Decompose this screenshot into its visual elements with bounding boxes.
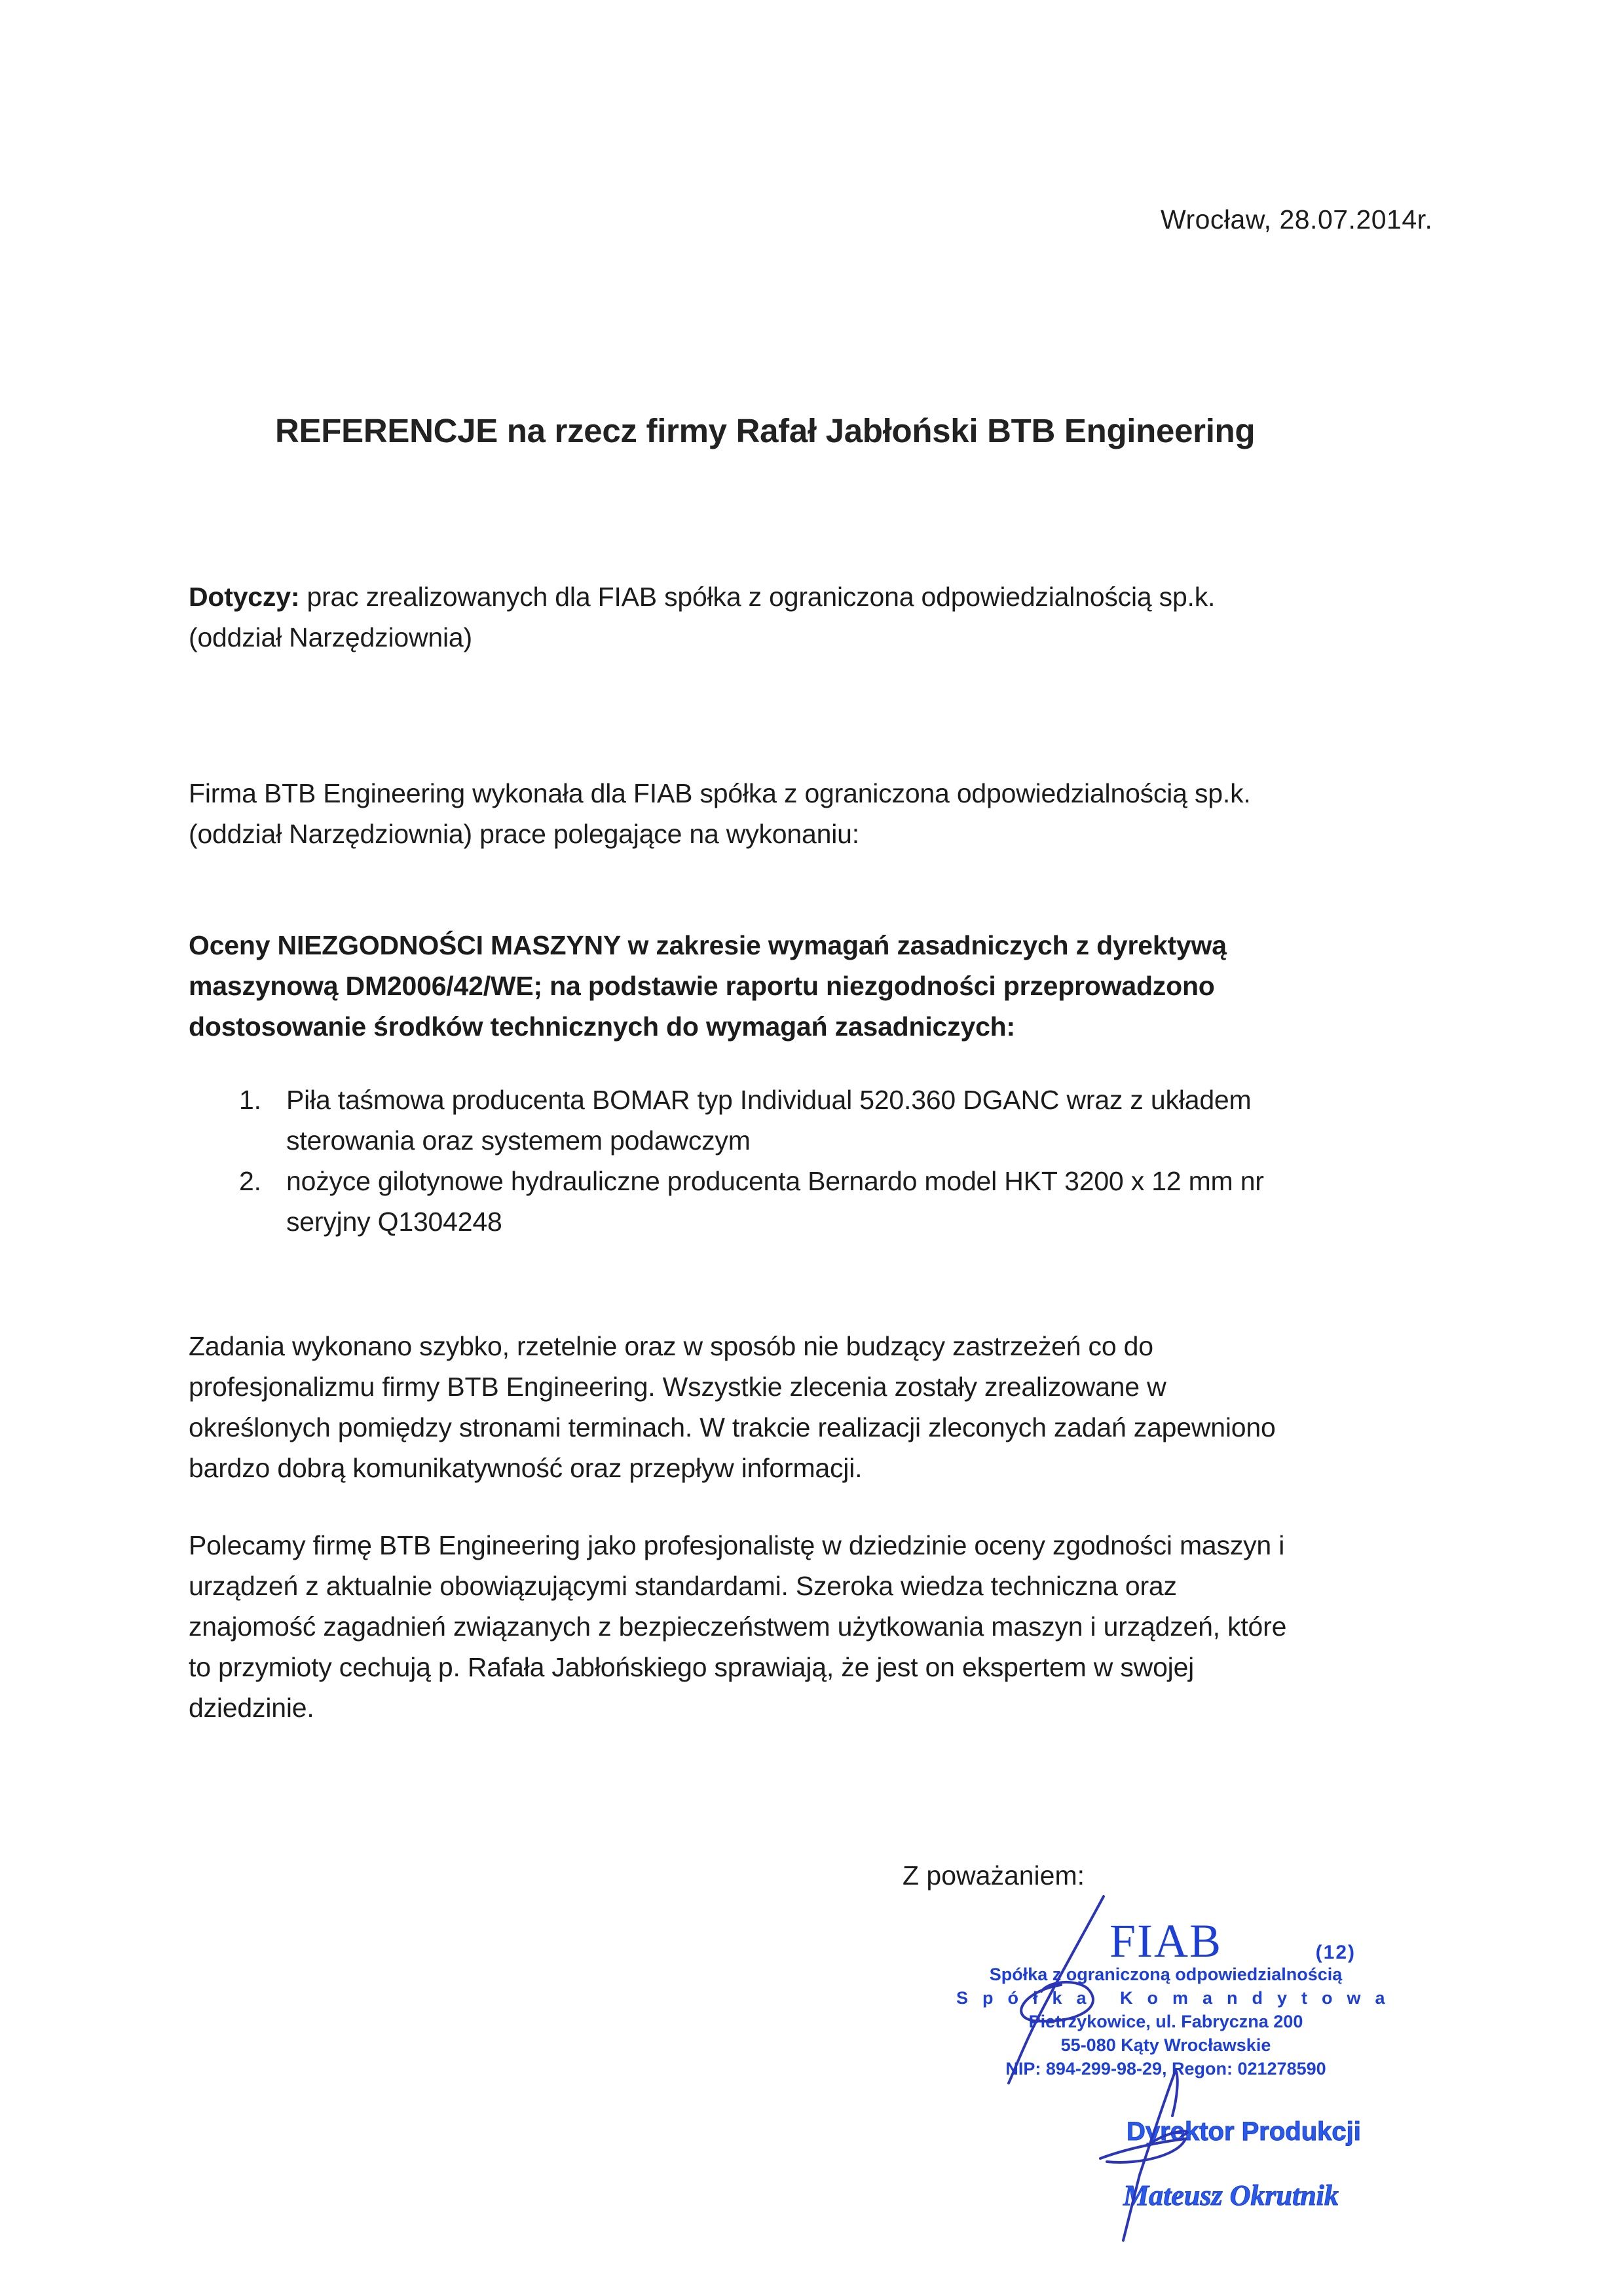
date-line: Wrocław, 28.07.2014r. bbox=[1161, 204, 1433, 235]
signer-name-stamp: Mateusz Okrutnik bbox=[1123, 2179, 1339, 2211]
signer-position-stamp: Dyrektor Produkcji bbox=[1127, 2117, 1361, 2146]
paragraph-line: Zadania wykonano szybko, rzetelnie oraz w sposób nie budzący zastrzeżeń co do bbox=[189, 1331, 1153, 1361]
scope-line-3: dostosowanie środków technicznych do wymagań zasadniczych: bbox=[189, 1011, 1015, 1042]
list-number: 2. bbox=[239, 1166, 261, 1196]
list-item-text-cont: seryjny Q1304248 bbox=[286, 1207, 502, 1237]
document-title: REFERENCJE na rzecz firmy Rafał Jabłoński BTB Engineering bbox=[275, 412, 1256, 449]
paragraph-line: urządzeń z aktualnie obowiązującymi standardami. Szeroka wiedza techniczna oraz bbox=[189, 1571, 1177, 1601]
stamp-line-5: NIP: 894-299-98-29, Regon: 021278590 bbox=[1005, 2059, 1326, 2079]
list-item-text-cont: sterowania oraz systemem podawczym bbox=[286, 1125, 751, 1156]
paragraph-line: profesjonalizmu firmy BTB Engineering. Wszystkie zlecenia zostały zrealizowane w bbox=[189, 1372, 1166, 1402]
list-item bbox=[239, 1161, 1264, 1242]
subject-line-2: (oddział Narzędziownia) bbox=[189, 622, 472, 652]
evaluation-paragraph bbox=[189, 1326, 1276, 1488]
intro-line-1: Firma BTB Engineering wykonała dla FIAB spółka z ograniczona odpowiedzialnością sp.k. bbox=[189, 778, 1251, 808]
paragraph-line: to przymioty cechują p. Rafała Jabłońskiego sprawiają, że jest on ekspertem w swojej bbox=[189, 1652, 1195, 1682]
intro-line-2: (oddział Narzędziownia) prace polegające na wykonaniu: bbox=[189, 819, 859, 849]
scope-paragraph bbox=[189, 925, 1227, 1047]
paragraph-line: znajomość zagadnień związanych z bezpieczeństwem użytkowania maszyn i urządzeń, które bbox=[189, 1611, 1287, 1642]
scope-line-1 bbox=[189, 925, 1227, 966]
paragraph-line: bardzo dobrą komunikatywność oraz przepływ informacji. bbox=[189, 1453, 863, 1483]
closing-salutation: Z poważaniem: bbox=[903, 1860, 1085, 1891]
scope-line-2: maszynową DM2006/42/WE; na podstawie raportu niezgodności przeprowadzono bbox=[189, 971, 1215, 1001]
recommendation-paragraph bbox=[189, 1525, 1286, 1728]
scope-prefix: Oceny bbox=[189, 930, 278, 960]
paragraph-line: dziedzinie. bbox=[189, 1693, 314, 1723]
list-item bbox=[239, 1080, 1264, 1161]
intro-paragraph bbox=[189, 773, 1251, 854]
stamp-line-4: 55-080 Kąty Wrocławskie bbox=[1060, 2035, 1271, 2055]
subject-text: prac zrealizowanych dla FIAB spółka z ograniczona odpowiedzialnością sp.k. bbox=[299, 582, 1216, 612]
machine-list bbox=[239, 1080, 1264, 1242]
stamp-company-name: FIAB (12) bbox=[956, 1919, 1375, 1963]
list-number: 1. bbox=[239, 1085, 261, 1115]
company-stamp bbox=[956, 1915, 1400, 2080]
stamp-number: (12) bbox=[1315, 1942, 1356, 1963]
list-item-text: nożyce gilotynowe hydrauliczne producenta Bernardo model HKT 3200 x 12 mm nr bbox=[286, 1166, 1264, 1196]
scope-suffix: w zakresie wymagań zasadniczych z dyrektywą bbox=[620, 930, 1227, 960]
stamp-line-1: Spółka z ograniczoną odpowiedzialnością bbox=[989, 1965, 1343, 1984]
subject-label: Dotyczy: bbox=[189, 582, 300, 612]
paragraph-line: Polecamy firmę BTB Engineering jako profesjonalistę w dziedzinie oceny zgodności maszyn i bbox=[189, 1530, 1285, 1560]
list-item-text: Piła taśmowa producenta BOMAR typ Individual 520.360 DGANC wraz z układem bbox=[286, 1085, 1252, 1115]
subject-line-1 bbox=[189, 576, 1215, 617]
paragraph-line: określonych pomiędzy stronami terminach. W trakcie realizacji zleconych zadań zapewniono bbox=[189, 1412, 1276, 1442]
stamp-line-3: Pietrzykowice, ul. Fabryczna 200 bbox=[1028, 2012, 1303, 2031]
subject-block bbox=[189, 576, 1215, 658]
scope-caps: NIEZGODNOŚCI MASZYNY bbox=[277, 930, 621, 960]
stamp-line-2: Spółka Komandytowa bbox=[956, 1988, 1400, 2008]
